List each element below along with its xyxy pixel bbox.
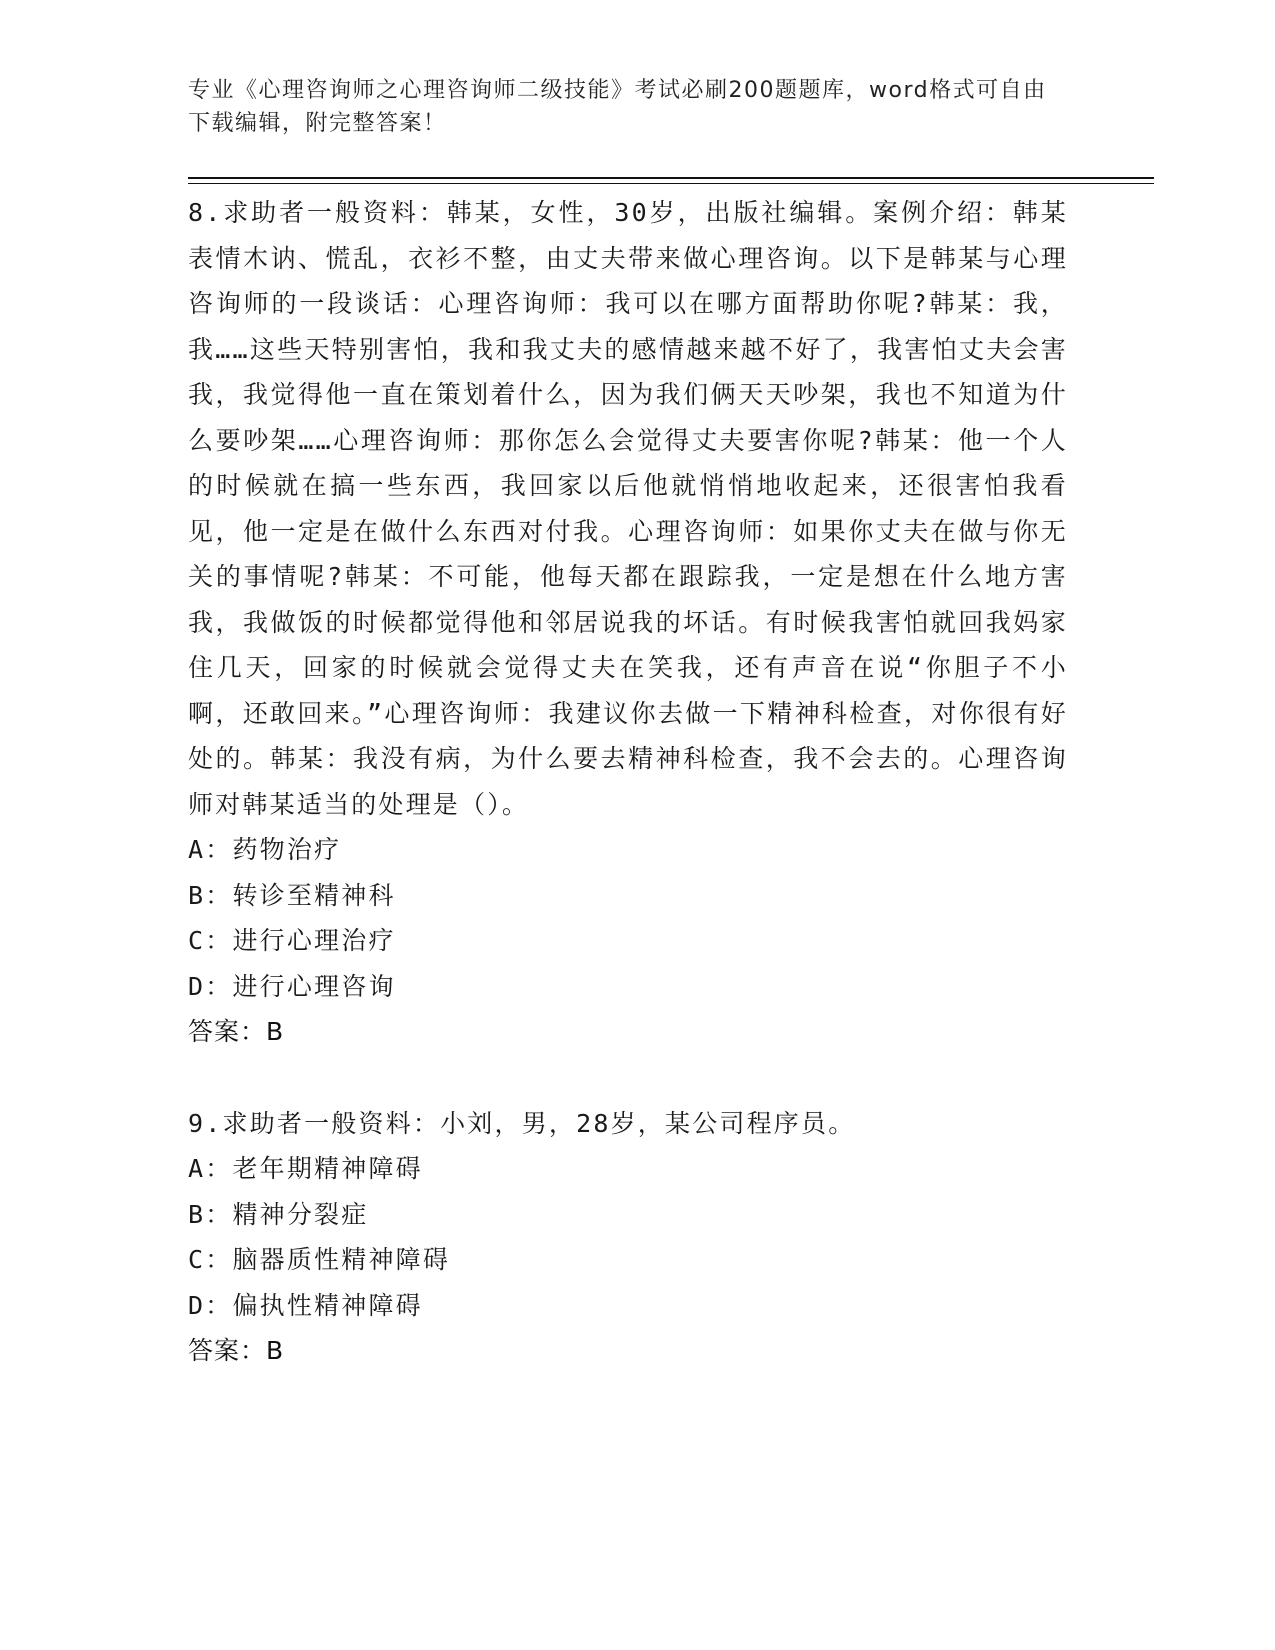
option-a: A：老年期精神障碍 xyxy=(188,1154,423,1183)
option-b: B：精神分裂症 xyxy=(188,1199,369,1229)
question-9 xyxy=(188,1101,1068,1374)
question-stem: 9.求助者一般资料：小刘，男，28岁，某公司程序员。 xyxy=(188,1108,856,1138)
question-spacer xyxy=(188,1055,1068,1101)
question-stem: 8.求助者一般资料：韩某，女性，30岁，出版社编辑。案例介绍：韩某表情木讷、慌乱，衣衫不整，由丈夫带来做心理咨询。以下是韩某与心理咨询师的一段谈话：心理咨询师：我可以在哪方面帮助你呢?韩某：我，我……这些天特别害怕，我和我丈夫的感情越来越不好了，我害怕丈夫会害我，我觉得他一直在策划着什么，因为我们俩天天吵架，我也不知道为什么要吵架……心理咨询师：那你怎么会觉得丈夫要害你呢?韩某：他一个人的时候就在搞一些东西，我回家以后他就悄悄地收起来，还很害怕我看见，他一定是在做什么东西对付我。心理咨询师：如果你丈夫在做与你无关的事情呢?韩某：不可能，他每天都在跟踪我，一定是想在什么地方害我，我做饭的时候都觉得他和邻居说我的坏话。有时候我害怕就回我妈家住几天，回家的时候就会觉得丈夫在笑我，还有声音在说“你胆子不小啊，还敢回来。”心理咨询师：我建议你去做一下精神科检查，对你很有好处的。韩某：我没有病，为什么要去精神科检查，我不会去的。心理咨询师对韩某适当的处理是（）。 xyxy=(188,198,1068,819)
answer-line: 答案：B xyxy=(188,1017,285,1046)
header-rule-thin xyxy=(188,183,1154,184)
option-c: C：进行心理治疗 xyxy=(188,926,396,955)
option-b: B：转诊至精神科 xyxy=(188,880,396,910)
document-header: 专业《心理咨询师之心理咨询师二级技能》考试必刷200题题库，word格式可自由下载编辑，附完整答案！ xyxy=(188,78,1047,136)
answer-line: 答案：B xyxy=(188,1336,285,1365)
header-rule-thick xyxy=(188,177,1154,179)
option-d: D：进行心理咨询 xyxy=(188,971,396,1001)
question-8 xyxy=(188,190,1068,1055)
option-d: D：偏执性精神障碍 xyxy=(188,1290,423,1320)
question-list xyxy=(188,190,1068,1374)
option-c: C：脑器质性精神障碍 xyxy=(188,1245,451,1274)
option-a: A：药物治疗 xyxy=(188,835,342,864)
